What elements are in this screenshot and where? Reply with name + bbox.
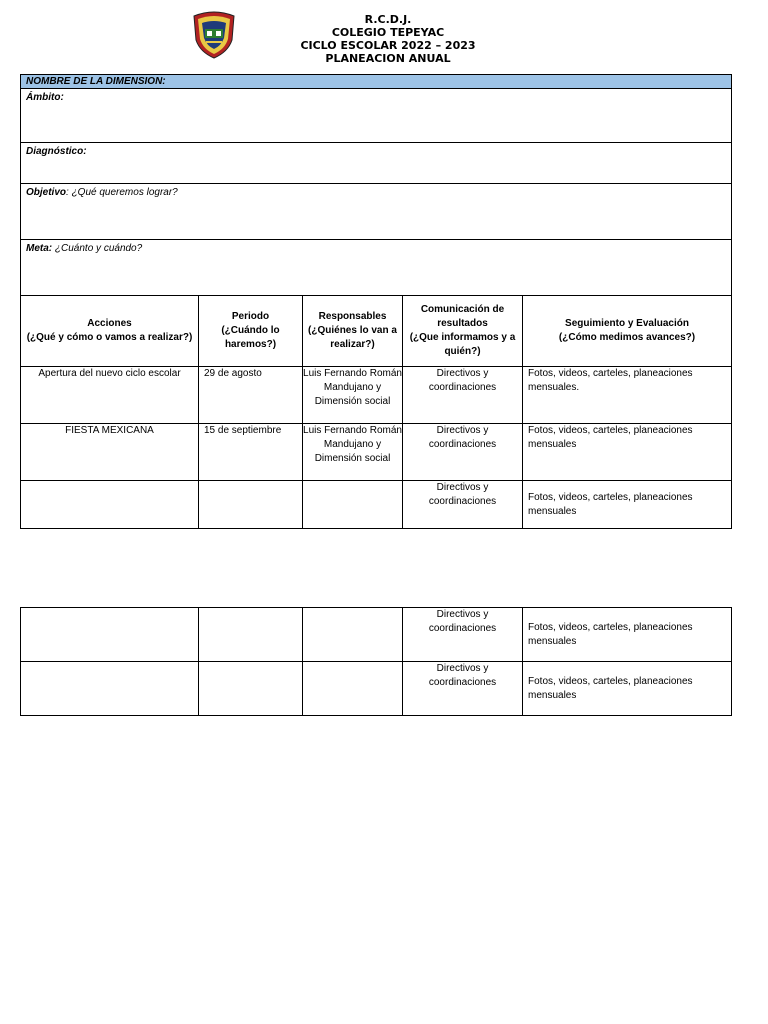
accion-cell[interactable]: FIESTA MEXICANA: [21, 424, 199, 481]
dimension-name-field[interactable]: NOMBRE DE LA DIMENSION:: [21, 75, 732, 89]
table-row: [21, 481, 732, 529]
diagnostico-label: Diagnóstico:: [26, 146, 87, 157]
ambito-label: Ámbito:: [26, 92, 64, 103]
planning-table: [20, 74, 732, 529]
meta-hint: ¿Cuánto y cuándo?: [52, 243, 143, 254]
comunicacion-cell[interactable]: Directivos y coordinaciones: [403, 367, 523, 424]
objetivo-label: Objetivo: [26, 187, 67, 198]
periodo-cell[interactable]: 29 de agosto: [199, 367, 303, 424]
seguimiento-cell[interactable]: Fotos, videos, carteles, planeaciones mensuales: [523, 608, 732, 662]
planning-table-continued: [20, 607, 732, 716]
seguimiento-cell[interactable]: Fotos, videos, carteles, planeaciones mensuales: [523, 662, 732, 716]
meta-field[interactable]: [21, 240, 732, 296]
header-seguimiento: Seguimiento y Evaluación (¿Cómo medimos avances?): [523, 296, 732, 367]
header-school-name: COLEGIO TEPEYAC: [331, 26, 445, 39]
header-school-year: CICLO ESCOLAR 2022 – 2023: [300, 39, 476, 52]
periodo-cell[interactable]: [199, 608, 303, 662]
accion-cell[interactable]: [21, 662, 199, 716]
header-periodo: Periodo (¿Cuándo lo haremos?): [199, 296, 303, 367]
header-acciones: Acciones (¿Qué y cómo o vamos a realizar?): [21, 296, 199, 367]
table-row: [21, 424, 732, 481]
responsables-cell[interactable]: [303, 481, 403, 529]
column-header-row: [21, 296, 732, 367]
header-responsables: Responsables (¿Quiénes lo van a realizar?): [303, 296, 403, 367]
seguimiento-cell[interactable]: Fotos, videos, carteles, planeaciones mensuales: [523, 424, 732, 481]
header-plan-title: PLANEACION ANUAL: [325, 52, 451, 65]
comunicacion-cell[interactable]: Directivos y coordinaciones: [403, 608, 523, 662]
table-row: [21, 662, 732, 716]
responsables-cell[interactable]: Luis Fernando Román Mandujano y Dimensión social: [303, 367, 403, 424]
periodo-cell[interactable]: 15 de septiembre: [199, 424, 303, 481]
periodo-cell[interactable]: [199, 662, 303, 716]
school-crest-icon: [188, 8, 240, 60]
accion-cell[interactable]: Apertura del nuevo ciclo escolar: [21, 367, 199, 424]
periodo-cell[interactable]: [199, 481, 303, 529]
responsables-cell[interactable]: [303, 662, 403, 716]
comunicacion-cell[interactable]: Directivos y coordinaciones: [403, 662, 523, 716]
responsables-cell[interactable]: [303, 608, 403, 662]
table-row: [21, 608, 732, 662]
diagnostico-field[interactable]: [21, 143, 732, 184]
ambito-field[interactable]: [21, 89, 732, 143]
objetivo-hint: : ¿Qué queremos lograr?: [66, 187, 178, 198]
table-row: [21, 367, 732, 424]
seguimiento-cell[interactable]: Fotos, videos, carteles, planeaciones mensuales: [523, 481, 732, 529]
responsables-cell[interactable]: Luis Fernando Román Mandujano y Dimensión social: [303, 424, 403, 481]
seguimiento-cell[interactable]: Fotos, videos, carteles, planeaciones mensuales.: [523, 367, 732, 424]
comunicacion-cell[interactable]: Directivos y coordinaciones: [403, 481, 523, 529]
meta-label: Meta:: [26, 243, 53, 254]
header-comunicacion: Comunicación de resultados (¿Que informamos y a quién?): [403, 296, 523, 367]
objetivo-field[interactable]: [21, 184, 732, 240]
header-acronym: R.C.D.J.: [364, 13, 412, 26]
accion-cell[interactable]: [21, 481, 199, 529]
comunicacion-cell[interactable]: Directivos y coordinaciones: [403, 424, 523, 481]
document-header: [240, 13, 536, 65]
accion-cell[interactable]: [21, 608, 199, 662]
